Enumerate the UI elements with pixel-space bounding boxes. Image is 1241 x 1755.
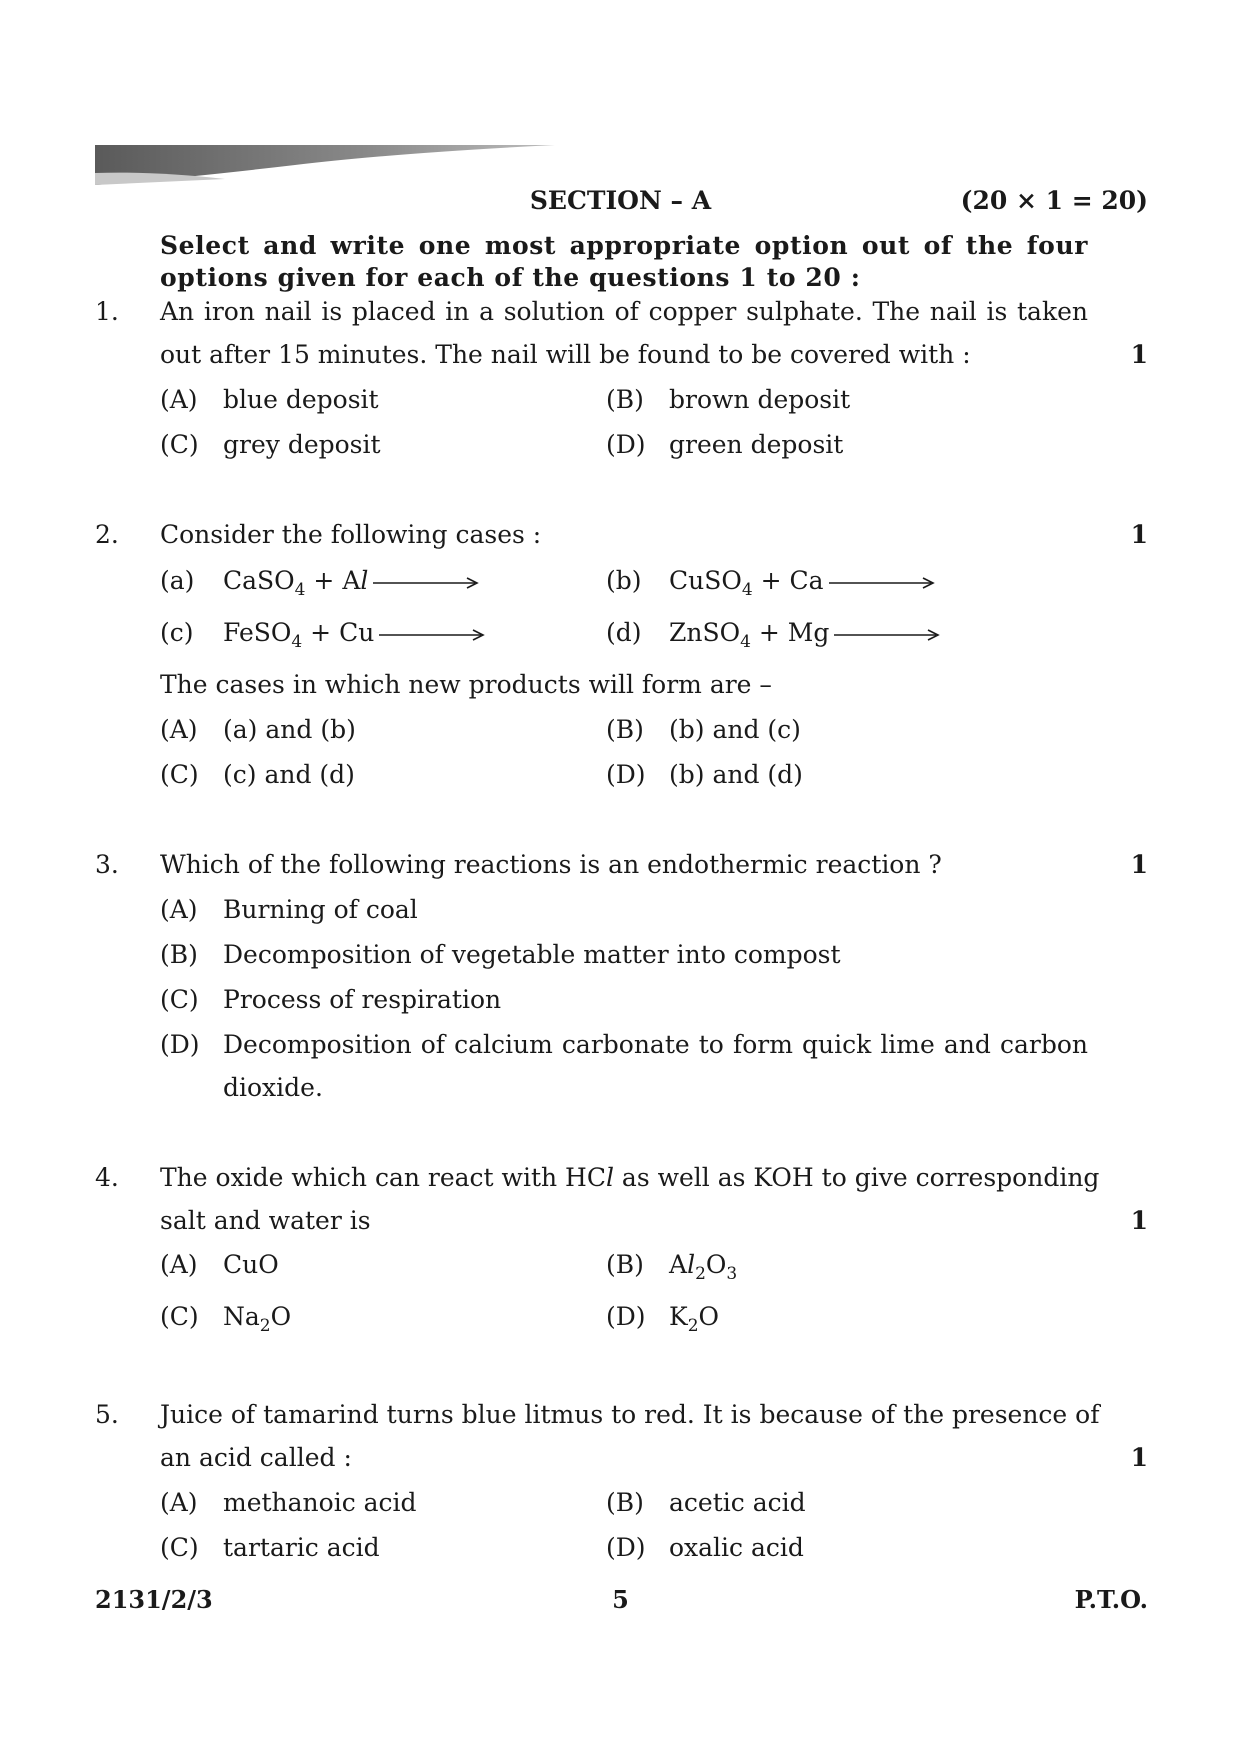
header-banner — [95, 145, 555, 185]
case-equation: CaSO$_4$ + Al — [223, 566, 481, 595]
question-4-text — [160, 1156, 1100, 1242]
option-text: $Na_2O$ — [223, 1302, 292, 1336]
paper-code: 2131/2/3 — [95, 1585, 213, 1614]
case-label: (c) — [160, 618, 194, 647]
question-4-marks: 1 — [1130, 1206, 1148, 1235]
question-5-marks: 1 — [1130, 1443, 1148, 1472]
option-text: (b) and (d) — [669, 760, 803, 789]
option-label: (C) — [160, 760, 199, 789]
option-text: blue deposit — [223, 385, 379, 414]
option-label: (C) — [160, 430, 199, 459]
question-5-text — [160, 1393, 1100, 1479]
question-4-line-1: The oxide which can react with HCl as well as KOH to give corresponding — [160, 1163, 1100, 1192]
question-5-line-1: Juice of tamarind turns blue litmus to red. It is because of the presence of — [160, 1400, 1100, 1429]
option-text: (b) and (c) — [669, 715, 801, 744]
option-label: (B) — [606, 715, 644, 744]
question-5-number: 5. — [95, 1400, 119, 1429]
reaction-arrow-icon — [377, 629, 487, 641]
option-text: brown deposit — [669, 385, 851, 414]
case-equation: FeSO$_4$ + Cu — [223, 618, 487, 647]
option-label: (D) — [160, 1030, 200, 1059]
option-label: (B) — [606, 1488, 644, 1517]
page-number: 5 — [612, 1585, 629, 1614]
question-1-line-2: out after 15 minutes. The nail will be found to be covered with : — [160, 340, 971, 369]
option-text: green deposit — [669, 430, 844, 459]
question-1-number: 1. — [95, 297, 119, 326]
question-4-number: 4. — [95, 1163, 119, 1192]
option-label: (A) — [160, 895, 198, 924]
question-2-text: Consider the following cases : — [160, 520, 542, 549]
option-text: grey deposit — [223, 430, 381, 459]
option-text: tartaric acid — [223, 1533, 380, 1562]
option-text: (a) and (b) — [223, 715, 356, 744]
q3-option-d-continued: dioxide. — [223, 1073, 323, 1102]
option-text: CuO — [223, 1250, 279, 1279]
option-label: (D) — [606, 760, 646, 789]
please-turn-over: P.T.O. — [1074, 1585, 1148, 1614]
question-1-text — [160, 290, 1088, 376]
option-label: (D) — [606, 1533, 646, 1562]
question-3-text: Which of the following reactions is an endothermic reaction ? — [160, 850, 942, 879]
option-label: (A) — [160, 1488, 198, 1517]
option-label: (C) — [160, 985, 199, 1014]
instructions — [160, 230, 1088, 294]
question-3-marks: 1 — [1130, 850, 1148, 879]
instruction-line-1: Select and write one most appropriate option out of the four — [160, 231, 1088, 260]
option-text: Decomposition of calcium carbonate to form quick lime and carbon — [223, 1030, 1088, 1059]
option-label: (C) — [160, 1533, 199, 1562]
question-4-line-2: salt and water is — [160, 1206, 371, 1235]
option-label: (B) — [606, 385, 644, 414]
case-label: (a) — [160, 566, 195, 595]
option-label: (D) — [606, 430, 646, 459]
section-title: SECTION – A — [529, 186, 712, 215]
case-equation: CuSO$_4$ + Ca — [669, 566, 937, 595]
option-label: (C) — [160, 1302, 199, 1331]
option-text: Decomposition of vegetable matter into compost — [223, 940, 841, 969]
option-label: (A) — [160, 1250, 198, 1279]
case-label: (d) — [606, 618, 642, 647]
option-text: oxalic acid — [669, 1533, 804, 1562]
option-text: methanoic acid — [223, 1488, 417, 1517]
case-label: (b) — [606, 566, 642, 595]
case-equation: ZnSO$_4$ + Mg — [669, 618, 942, 647]
question-1-marks: 1 — [1130, 340, 1148, 369]
option-label: (B) — [606, 1250, 644, 1279]
option-text: acetic acid — [669, 1488, 806, 1517]
option-label: (A) — [160, 385, 198, 414]
option-text: (c) and (d) — [223, 760, 355, 789]
question-3-number: 3. — [95, 850, 119, 879]
option-text: Burning of coal — [223, 895, 418, 924]
question-5-line-2: an acid called : — [160, 1443, 352, 1472]
reaction-arrow-icon — [827, 577, 937, 589]
option-label: (D) — [606, 1302, 646, 1331]
option-text: $K_2O$ — [669, 1302, 720, 1336]
question-2-prompt: The cases in which new products will form are – — [160, 670, 772, 699]
option-label: (A) — [160, 715, 198, 744]
question-1-line-1: An iron nail is placed in a solution of copper sulphate. The nail is taken — [160, 297, 1088, 326]
section-marks: (20 × 1 = 20) — [960, 186, 1148, 215]
option-text: Process of respiration — [223, 985, 502, 1014]
question-2-marks: 1 — [1130, 520, 1148, 549]
reaction-arrow-icon — [832, 629, 942, 641]
question-2-number: 2. — [95, 520, 119, 549]
reaction-arrow-icon — [371, 577, 481, 589]
option-text: $Al_2O_3$ — [669, 1250, 738, 1284]
instruction-line-2: options given for each of the questions 1 to 20 : — [160, 263, 861, 292]
option-label: (B) — [160, 940, 198, 969]
